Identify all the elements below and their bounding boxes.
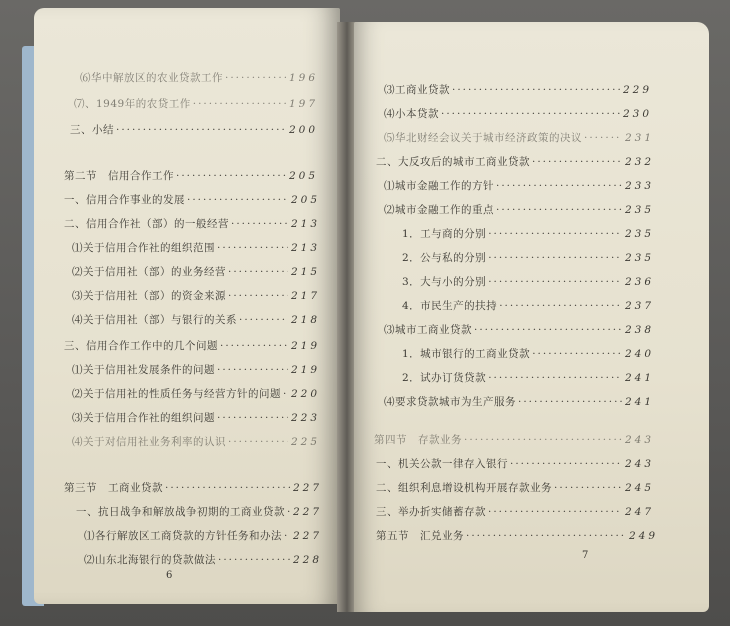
page-number-right: 7 xyxy=(582,550,589,561)
toc-entry: ⑶关于信用合作社的组织问题 ····· 223 xyxy=(72,410,320,425)
toc-entry: 三、信用合作工作中的几个问题 ····· 219 xyxy=(64,338,320,353)
toc-entry: 三、小结 ····· 200 xyxy=(70,122,318,137)
toc-entry: ⑵关于信用社（部）的业务经营 ····· 215 xyxy=(72,264,320,279)
toc-entry: ⑶工商业贷款 ····· 229 xyxy=(384,82,652,97)
toc-entry: ⑷关于对信用社业务利率的认识 ····· 225 xyxy=(72,434,320,449)
toc-entry: ⑷小本贷款 ····· 230 xyxy=(384,106,652,121)
toc-entry: ⑴城市金融工作的方针 ····· 233 xyxy=(384,178,654,193)
toc-entry: 一、信用合作事业的发展 ····· 205 xyxy=(64,192,320,207)
toc-entry: 一、机关公款一律存入银行 ····· 243 xyxy=(376,456,654,471)
toc-entry: 第二节 信用合作工作 ····· 205 xyxy=(64,168,318,183)
toc-entry: ⑴关于信用合作社的组织范围 ····· 213 xyxy=(72,240,320,255)
toc-entry: ⑷要求贷款城市为生产服务 ····· 241 xyxy=(384,394,654,409)
toc-entry: 3．大与小的分别 ····· 236 xyxy=(402,274,654,289)
toc-entry: 2．公与私的分别 ····· 235 xyxy=(402,250,654,265)
toc-entry: 二、信用合作社（部）的一般经营 ····· 213 xyxy=(64,216,320,231)
toc-entry: ⑵关于信用社的性质任务与经营方针的问题 ····· 220 xyxy=(72,386,320,401)
open-book xyxy=(22,8,712,608)
right-page xyxy=(354,22,709,612)
toc-entry: ⑶城市工商业贷款 ····· 238 xyxy=(384,322,654,337)
toc-entry: 第五节 汇兑业务 ····· 249 xyxy=(376,528,658,543)
toc-entry: ⑶关于信用社（部）的资金来源 ····· 217 xyxy=(72,288,320,303)
toc-entry: ⑵山东北海银行的贷款做法 ····· 228 xyxy=(84,552,322,567)
toc-entry: 第三节 工商业贷款 ····· 227 xyxy=(64,480,322,495)
toc-entry: 三、举办折实储蓄存款 ····· 247 xyxy=(376,504,654,519)
toc-entry: ⑴各行解放区工商贷款的方针任务和办法 ····· 227 xyxy=(84,528,322,543)
toc-entry: ⑹华中解放区的农业贷款工作 ····· 196 xyxy=(80,70,318,85)
toc-entry: 第四节 存款业务 ····· 243 xyxy=(374,432,654,447)
left-page xyxy=(34,8,340,604)
toc-entry: ⑵城市金融工作的重点 ····· 235 xyxy=(384,202,654,217)
toc-entry: 一、抗日战争和解放战争初期的工商业贷款 ····· 227 xyxy=(76,504,322,519)
toc-entry: ⑴关于信用社发展条件的问题 ····· 219 xyxy=(72,362,320,377)
toc-entry: ⑸华北财经会议关于城市经济政策的决议 ····· 231 xyxy=(384,130,654,145)
page-number-left: 6 xyxy=(166,570,173,581)
toc-entry: ⑺、1949年的农贷工作 ····· 197 xyxy=(74,96,318,111)
toc-entry: 二、组织利息增设机构开展存款业务 ····· 245 xyxy=(376,480,654,495)
toc-entry: 1．城市银行的工商业贷款 ····· 240 xyxy=(402,346,654,361)
toc-entry: 4．市民生产的扶持 ····· 237 xyxy=(402,298,654,313)
toc-entry: ⑷关于信用社（部）与银行的关系 ····· 218 xyxy=(72,312,320,327)
toc-entry: 二、大反攻后的城市工商业贷款 ····· 232 xyxy=(376,154,654,169)
toc-entry: 1．工与商的分别 ····· 235 xyxy=(402,226,654,241)
toc-entry: 2．试办订货贷款 ····· 241 xyxy=(402,370,654,385)
